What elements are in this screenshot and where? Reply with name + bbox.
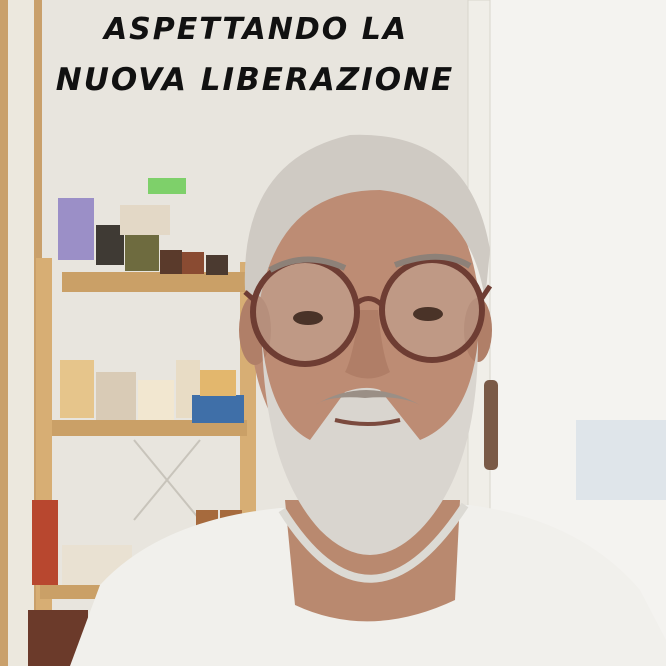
appliance bbox=[576, 420, 666, 500]
caption-line-1: ASPETTANDO LA bbox=[103, 12, 409, 47]
caption-line-2: NUOVA LIBERAZIONE bbox=[55, 62, 455, 98]
eye-right bbox=[413, 307, 443, 321]
door-handle bbox=[484, 380, 498, 470]
eye-left bbox=[293, 311, 323, 325]
